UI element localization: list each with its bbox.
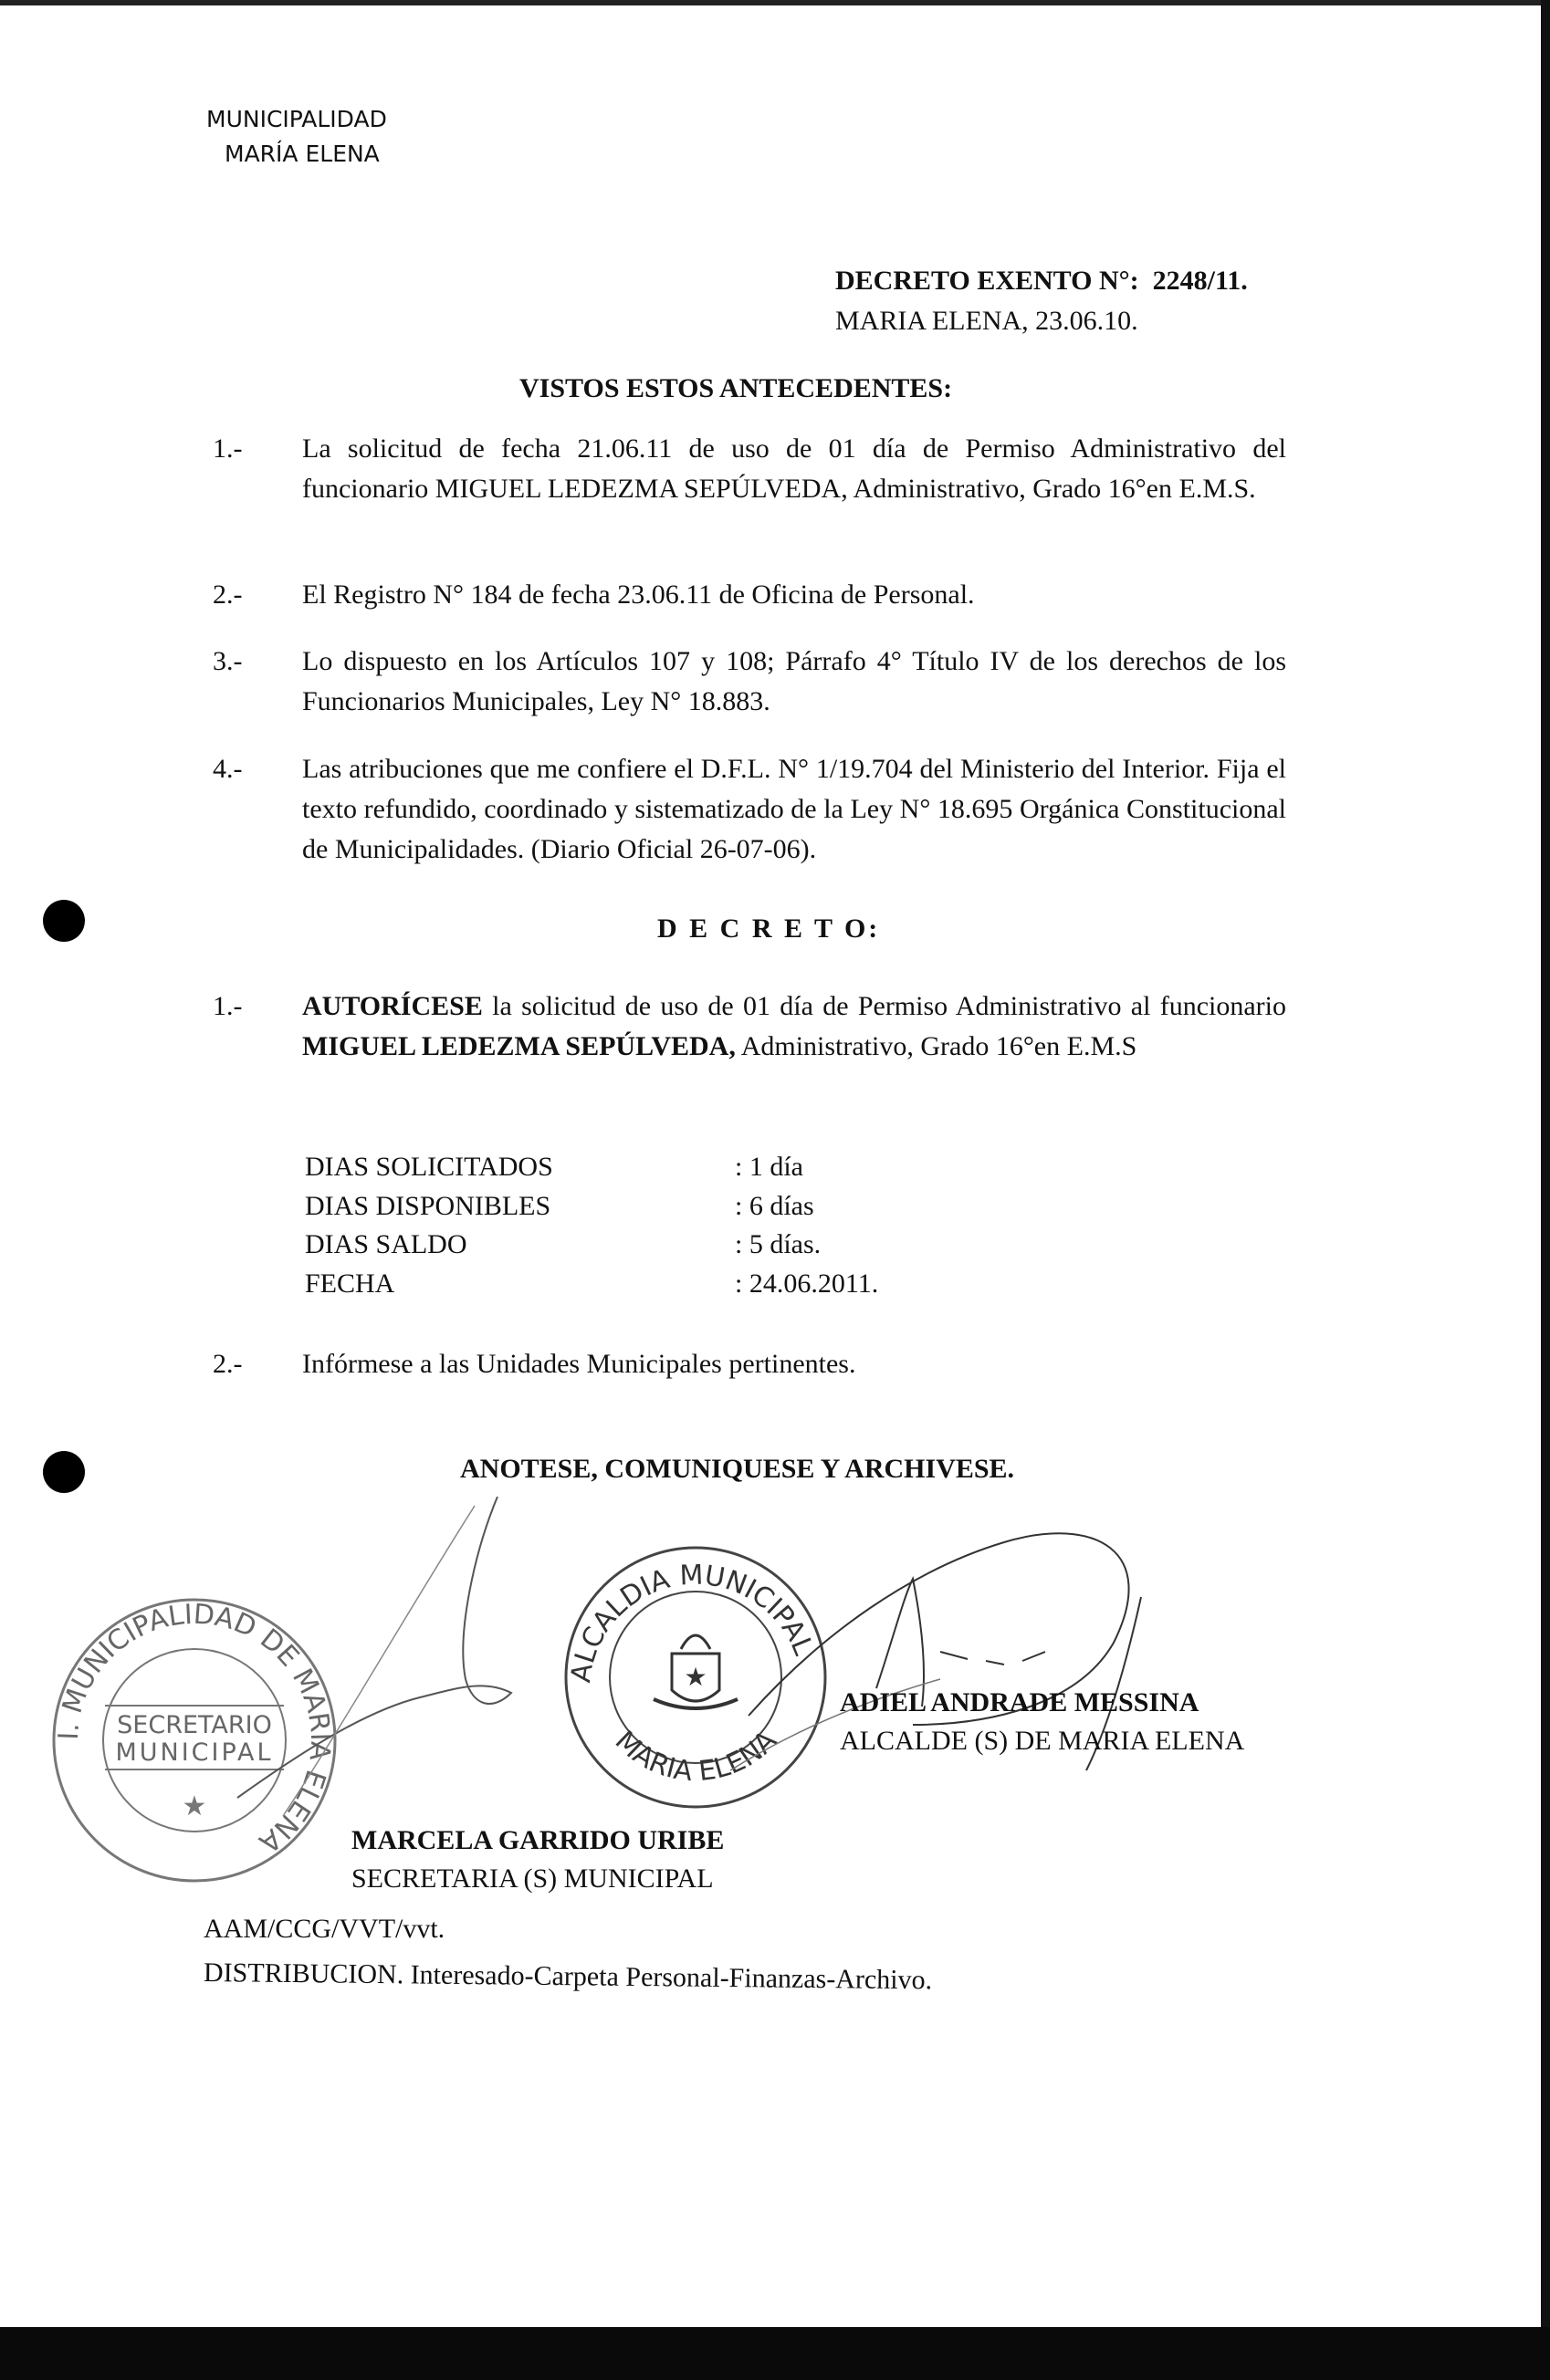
closing-formula: ANOTESE, COMUNIQUESE Y ARCHIVESE.: [460, 1454, 1015, 1484]
decreto-title: D E C R E T O:: [657, 913, 881, 944]
stamp-center-text: SECRETARIO: [117, 1711, 272, 1739]
stamp-center-text: MUNICIPAL: [115, 1738, 274, 1767]
vistos-num-4: 4.-: [213, 754, 243, 784]
decreto-num-2: 2.-: [213, 1349, 243, 1379]
municipality-city: MARÍA ELENA: [225, 141, 380, 167]
secretary-name: MARCELA GARRIDO URIBE: [351, 1825, 725, 1855]
table-label: DIAS SALDO: [305, 1229, 467, 1259]
table-value: : 24.06.2011.: [735, 1268, 879, 1299]
distribution: DISTRIBUCION. Interesado-Carpeta Personal-Finanzas-Archivo.: [203, 1957, 933, 1996]
vistos-item-3: Lo dispuesto en los Artículos 107 y 108; Párrafo 4° Título IV de los derechos de los Funcionarios Municipales, Ley N° 18.883.: [302, 646, 1286, 716]
stamp-ring-text: MARIA ELENA: [608, 1724, 783, 1789]
stamp-ring-text: ALCALDIA MUNICIPAL: [565, 1559, 820, 1685]
decree-label: DECRETO EXENTO N°:: [835, 266, 1139, 296]
vistos-item-4: Las atribuciones que me confiere el D.F.L. N° 1/19.704 del Ministerio del Interior. Fija el texto refundido, coordinado y sistematizado de la Ley N° 18.695 Orgánica Constitucional de Municipalidades. (Diario Oficial 26-07-06).: [302, 754, 1286, 864]
municipality-name: MUNICIPALIDAD: [206, 106, 387, 132]
table-value: : 6 días: [735, 1191, 814, 1221]
punch-hole: [43, 1451, 85, 1493]
table-value: : 1 día: [735, 1152, 803, 1182]
vistos-num-1: 1.-: [213, 433, 243, 464]
scan-border-top: [0, 0, 1550, 5]
punch-hole: [43, 900, 85, 942]
stamp-ring-text: I. MUNICIPALIDAD DE MARIA ELENA: [52, 1598, 337, 1859]
table-label: DIAS SOLICITADOS: [305, 1152, 553, 1182]
decreto-item-1: [302, 986, 1286, 1067]
place-date: MARIA ELENA, 23.06.10.: [835, 306, 1138, 336]
table-label: DIAS DISPONIBLES: [305, 1191, 551, 1221]
svg-text:★: ★: [684, 1662, 707, 1692]
star-icon: ★: [182, 1790, 207, 1822]
handwritten-signatures: [183, 1497, 1187, 1843]
vistos-item-1: La solicitud de fecha 21.06.11 de uso de 01 día de Permiso Administrativo del funcionario MIGUEL LEDEZMA SEPÚLVEDA, Administrativo, Grado 16°en E.M.S.: [302, 433, 1286, 504]
authorize-word: AUTORÍCESE: [302, 991, 483, 1021]
vistos-num-2: 2.-: [213, 579, 243, 610]
vistos-title: VISTOS ESTOS ANTECEDENTES:: [519, 373, 953, 403]
item-text: la solicitud de uso de 01 día de Permiso Administrativo al funcionario: [482, 991, 1286, 1021]
vistos-item-2: El Registro N° 184 de fecha 23.06.11 de Oficina de Personal.: [302, 579, 975, 610]
employee-name: MIGUEL LEDEZMA SEPÚLVEDA,: [302, 1031, 736, 1061]
decreto-num-1: 1.-: [213, 991, 243, 1021]
table-label: FECHA: [305, 1268, 395, 1299]
secretary-title: SECRETARIA (S) MUNICIPAL: [351, 1863, 714, 1894]
scan-border-right: [1541, 0, 1550, 2380]
initials: AAM/CCG/VVT/vvt.: [204, 1914, 445, 1944]
table-value: : 5 días.: [735, 1229, 822, 1259]
scan-border-bottom: [0, 2327, 1550, 2380]
vistos-num-3: 3.-: [213, 646, 243, 676]
mayor-name: ADIEL ANDRADE MESSINA: [840, 1687, 1199, 1717]
decree-number: 2248/11.: [1152, 266, 1248, 296]
item-text: Administrativo, Grado 16°en E.M.S: [735, 1031, 1137, 1061]
decree-header: [835, 261, 1248, 301]
mayor-title: ALCALDE (S) DE MARIA ELENA: [840, 1726, 1245, 1756]
decreto-item-2: Infórmese a las Unidades Municipales pertinentes.: [302, 1349, 856, 1379]
